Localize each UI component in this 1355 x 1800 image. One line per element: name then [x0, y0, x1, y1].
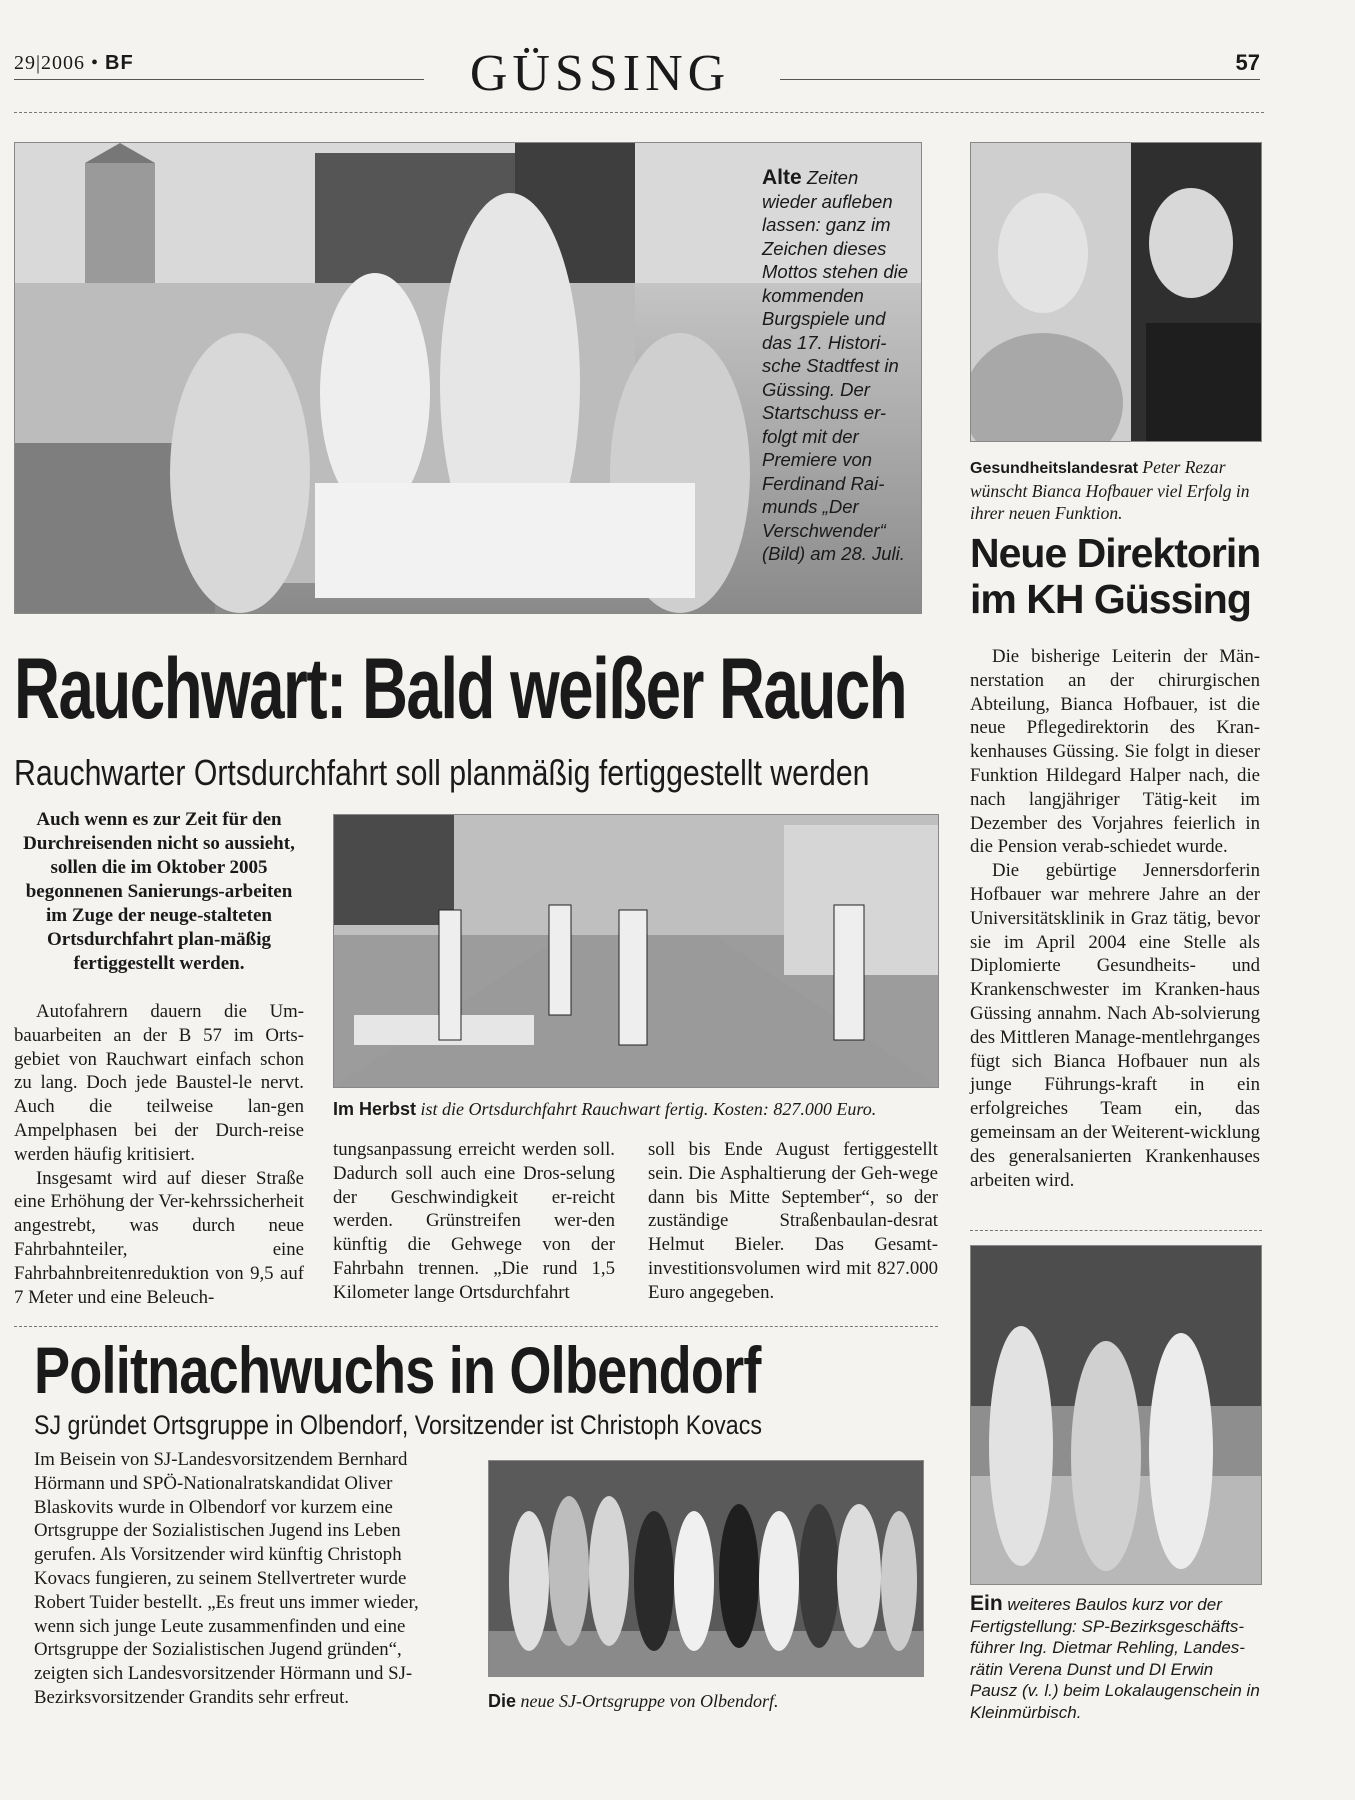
- group-photo: [488, 1460, 924, 1677]
- issue-line: 29|2006 • BF: [14, 52, 134, 74]
- road-photo-caption-lead: Im Herbst: [333, 1099, 417, 1119]
- header-rule-left: [14, 79, 424, 80]
- main-lead: Auch wenn es zur Zeit für den Durchreisenden nicht so aussieht, sollen die im Oktober 2005 begonnenen Sanierungs-arbeiten im Zuge der neuge-stalteten Ortsdurchfahrt plan-mäßig fertiggestellt werden.: [23, 809, 295, 974]
- group-photo-caption-text: neue SJ-Ortsgruppe von Olbendorf.: [520, 1691, 779, 1711]
- main-headline: Rauchwart: Bald weißer Rauch: [14, 641, 907, 737]
- construction-photo-caption: [970, 1593, 1260, 1723]
- top-photo-caption: [762, 166, 912, 566]
- portrait-photo-image: [971, 143, 1261, 441]
- group-photo-image: [489, 1461, 923, 1676]
- bottom-subheadline: SJ gründet Ortsgruppe in Olbendorf, Vorsitzender ist Christoph Kovacs: [34, 1410, 762, 1440]
- page-number: 57: [1235, 50, 1260, 75]
- group-photo-caption-lead: Die: [488, 1691, 517, 1711]
- main-body-col3: soll bis Ende August fertiggestellt sein. Die Asphaltierung der Geh-wege dann bis Mitte September“, so der zuständige Straßenbaulan-desrat Helmut Bieler. Das Gesamt-investitionsvolumen wird mit 827.000 Euro angegeben.: [648, 1139, 938, 1303]
- main-body-col1: [14, 1000, 304, 1309]
- bottom-article-divider: [14, 1326, 938, 1327]
- main-body-col2: tungsanpassung erreicht werden soll. Dadurch soll auch eine Dros-selung der Geschwindigkeit er-reicht werden. Grünstreifen wer-den künftig die Gehwege von der Fahrbahn trennen. „Die rund 1,5 Kilometer lange Ortsdurchfahrt: [333, 1139, 615, 1303]
- group-photo-caption: [488, 1690, 928, 1712]
- portrait-caption-lead: Gesundheitslandesrat: [970, 460, 1139, 477]
- section-title: GÜSSING: [469, 45, 731, 102]
- main-body-paragraph: Insgesamt wird auf dieser Straße eine Erhöhung der Ver-kehrssicherheit angestrebt, was durch neue Fahrbahnteiler, eine Fahrbahnbreitenreduktion von 9,5 auf 7 Meter und eine Beleuch-: [14, 1167, 304, 1308]
- construction-photo-caption-lead: Ein: [970, 1592, 1003, 1615]
- main-subheadline: Rauchwarter Ortsdurchfahrt soll planmäßig fertiggestellt werden: [14, 752, 870, 793]
- portrait-caption: [970, 456, 1260, 524]
- portrait-caption-text: Peter Rezar wünscht Bianca Hofbauer viel Erfolg in ihrer neuen Funktion.: [970, 457, 1250, 523]
- paper-name: BF: [105, 52, 134, 74]
- road-photo: [333, 814, 939, 1088]
- portrait-photo: [970, 142, 1262, 442]
- right-article-body: [970, 645, 1260, 1192]
- right-article-paragraph: Die bisherige Leiterin der Män-nerstation an der chirurgischen Abteilung, Bianca Hofbauer, ist die neue Pflegedirektorin des Kran-kenhauses Güssing. Sie folgt in dieser Funktion Hildegard Halper nach, die nach langjähriger Tätig-keit im Dezember des Vorjahres feierlich in die Pension verab-schiedet wurde.: [970, 646, 1260, 858]
- header-rule-right: [780, 79, 1260, 80]
- main-body-paragraph: Autofahrern dauern die Um-bauarbeiten an der B 57 im Orts-gebiet von Rauchwart einfach schon zu lang. Doch jede Baustel-le nervt. Auch die teilweise lan-gen Ampelphasen bei der Durch-reise werden häufig kritisiert.: [14, 1001, 304, 1165]
- right-article-headline: Neue Direktorin im KH Güssing: [970, 530, 1261, 622]
- header-divider: [14, 112, 1264, 113]
- road-photo-caption-text: ist die Ortsdurchfahrt Rauchwart fertig. Kosten: 827.000 Euro.: [420, 1099, 877, 1119]
- bottom-body: Im Beisein von SJ-Landesvorsitzendem Bernhard Hörmann und SPÖ-Nationalratskandidat Oliver Blaskovits wurde in Olbendorf vor kurzem eine Ortsgruppe der Sozialistischen Jugend ins Leben gerufen. Als Vorsitzender wird künftig Christoph Kovacs fungieren, zu seinem Stellvertreter wurde Robert Tuider bestellt. „Es freut uns immer wieder, wenn sich junge Leute zusammenfinden und eine Ortsgruppe der Sozialistischen Jugend gründen“, zeigten sich Landesvorsitzender Hörmann und SJ-Bezirksvorsitzender Grandits sehr erfreut.: [34, 1449, 419, 1708]
- bottom-headline: Politnachwuchs in Olbendorf: [34, 1333, 761, 1407]
- construction-photo-caption-text: weiteres Baulos kurz vor der Fertigstellung: SP-Bezirksgeschäfts-führer Ing. Dietmar Rehling, Landes-rätin Verena Dunst und DI Erwin Pausz (v. l.) beim Lokalaugenschein in Kleinmürbisch.: [970, 1595, 1260, 1722]
- issue-number: 29|2006: [14, 52, 86, 74]
- top-photo-caption-text: Zeiten wieder aufleben lassen: ganz im Zeichen dieses Mottos stehen die kommenden Burgspiele und das 17. Histori-sche Stadtfest in Güssing. Der Startschuss er-folgt mit der Premiere von Ferdinand Rai-munds „Der Verschwender“ (Bild) am 28. Juli.: [762, 167, 909, 564]
- construction-photo-image: [971, 1246, 1261, 1584]
- top-photo-caption-lead: Alte: [762, 166, 802, 189]
- road-photo-image: [334, 815, 938, 1087]
- right-column-divider: [970, 1230, 1262, 1231]
- road-photo-caption: [333, 1098, 953, 1120]
- right-article-paragraph: Die gebürtige Jennersdorferin Hofbauer war mehrere Jahre an der Universitätsklinik in Graz tätig, bevor sie im April 2004 eine Stelle als Diplomierte Gesundheits- und Krankenschwester im Kranken-haus Güssing annahm. Nach Ab-solvierung des Mittleren Manage-mentlehrganges fügt sich Bianca Hofbauer nun als junge Führungs-kraft in ein erfolgreiches Team ein, das gemeinsam an der Weiterent-wicklung des generalsanierten Krankenhauses arbeiten wird.: [970, 860, 1260, 1191]
- construction-photo: [970, 1245, 1262, 1585]
